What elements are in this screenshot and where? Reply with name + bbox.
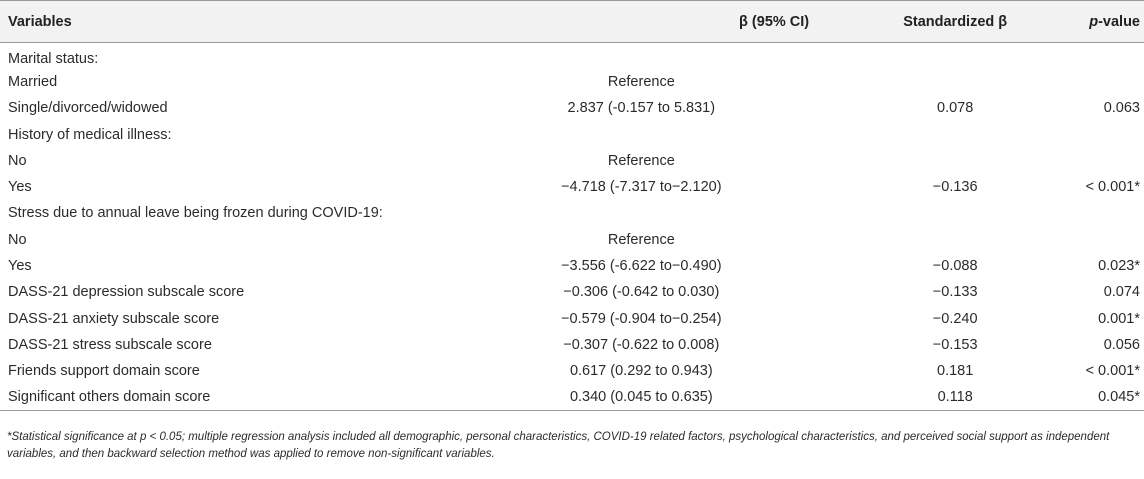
- cell-std-beta: [875, 121, 1059, 147]
- cell-variable: Marital status:: [8, 50, 99, 67]
- cell-beta-ci: −4.718 (-7.317 to−2.120): [561, 179, 722, 196]
- cell-std-beta: [875, 43, 1059, 69]
- table-row: [0, 305, 1144, 331]
- cell-std-beta: [875, 148, 1059, 174]
- header-variables: Variables: [8, 13, 72, 30]
- cell-std-beta: −0.153: [932, 336, 978, 353]
- cell-beta-ci: −0.307 (-0.622 to 0.008): [563, 336, 720, 353]
- header-row: [0, 1, 1144, 43]
- cell-variable: Friends support domain score: [8, 363, 200, 380]
- cell-variable: No: [8, 152, 27, 169]
- cell-std-beta: 0.181: [937, 363, 974, 380]
- table-row: [0, 69, 1144, 95]
- table-row: [0, 253, 1144, 279]
- cell-p-value: 0.023*: [1098, 258, 1140, 275]
- cell-variable: Yes: [8, 258, 32, 275]
- cell-std-beta: 0.078: [937, 100, 974, 117]
- cell-beta-ci: 2.837 (-0.157 to 5.831): [567, 100, 716, 117]
- table-row: [0, 332, 1144, 358]
- cell-p-value: [1059, 200, 1144, 226]
- header-p-rest: -value: [1098, 13, 1140, 30]
- table-header: [0, 1, 1144, 43]
- cell-beta-ci: 0.617 (0.292 to 0.943): [569, 363, 713, 380]
- header-standardized-beta: Standardized β: [903, 13, 1008, 30]
- cell-variable: DASS-21 depression subscale score: [8, 284, 245, 301]
- table-row: [0, 174, 1144, 200]
- table-row: [0, 95, 1144, 121]
- cell-p-value: [1059, 69, 1144, 95]
- cell-variable: Married: [8, 73, 58, 90]
- cell-beta-ci: −0.579 (-0.904 to−0.254): [561, 310, 722, 327]
- cell-variable: DASS-21 stress subscale score: [8, 336, 212, 353]
- cell-p-value: 0.001*: [1098, 310, 1140, 327]
- cell-std-beta: −0.088: [932, 258, 978, 275]
- cell-p-value: [1059, 148, 1144, 174]
- table-row: [0, 227, 1144, 253]
- cell-p-value: < 0.001*: [1085, 179, 1140, 196]
- table-row: [0, 121, 1144, 147]
- cell-beta-ci: −3.556 (-6.622 to−0.490): [561, 258, 722, 275]
- table-row: [0, 279, 1144, 305]
- cell-beta-ci: 0.340 (0.045 to 0.635): [569, 389, 713, 406]
- cell-std-beta: 0.118: [937, 389, 973, 406]
- cell-variable: Yes: [8, 179, 32, 196]
- cell-p-value: [1059, 121, 1144, 147]
- table-body: [0, 43, 1144, 411]
- cell-variable: No: [8, 231, 27, 248]
- cell-variable: Single/divorced/widowed: [8, 100, 168, 117]
- cell-p-value: [1059, 227, 1144, 253]
- header-beta-ci: β (95% CI): [739, 13, 810, 30]
- cell-beta-ci: −0.306 (-0.642 to 0.030): [563, 284, 720, 301]
- cell-variable: Significant others domain score: [8, 389, 211, 406]
- cell-std-beta: [875, 200, 1059, 226]
- cell-p-value: [1059, 43, 1144, 69]
- cell-std-beta: −0.136: [932, 179, 978, 196]
- table-footnote: *Statistical significance at p < 0.05; multiple regression analysis included all demographic, personal characteristics, COVID-19 related factors, psychological characteristics, and perceived social support as independent variables, and then backward selection method was applied to remove non-significant variables.: [7, 431, 1110, 460]
- cell-variable: DASS-21 anxiety subscale score: [8, 310, 220, 327]
- cell-p-value: 0.074: [1103, 284, 1140, 301]
- table-row: [0, 384, 1144, 410]
- cell-std-beta: [875, 69, 1059, 95]
- cell-beta-ci: Reference: [607, 152, 675, 169]
- cell-variable: History of medical illness:: [8, 126, 172, 143]
- cell-std-beta: −0.240: [932, 310, 978, 327]
- cell-variable: Stress due to annual leave being frozen during COVID-19:: [8, 205, 383, 222]
- cell-beta-ci: Reference: [607, 231, 675, 248]
- cell-beta-ci: [511, 43, 875, 69]
- header-p-value: [1059, 1, 1144, 43]
- table-row: [0, 148, 1144, 174]
- header-p-italic: p: [1089, 13, 1099, 30]
- table-row: [0, 358, 1144, 384]
- cell-p-value: < 0.001*: [1085, 363, 1140, 380]
- cell-beta-ci: [511, 200, 875, 226]
- table-row: [0, 200, 1144, 226]
- cell-p-value: 0.063: [1103, 100, 1140, 117]
- cell-beta-ci: Reference: [607, 73, 675, 90]
- cell-beta-ci: [511, 121, 875, 147]
- table-row: [0, 43, 1144, 69]
- cell-std-beta: −0.133: [932, 284, 978, 301]
- cell-std-beta: [875, 227, 1059, 253]
- cell-p-value: 0.045*: [1098, 389, 1140, 406]
- cell-p-value: 0.056: [1103, 336, 1140, 353]
